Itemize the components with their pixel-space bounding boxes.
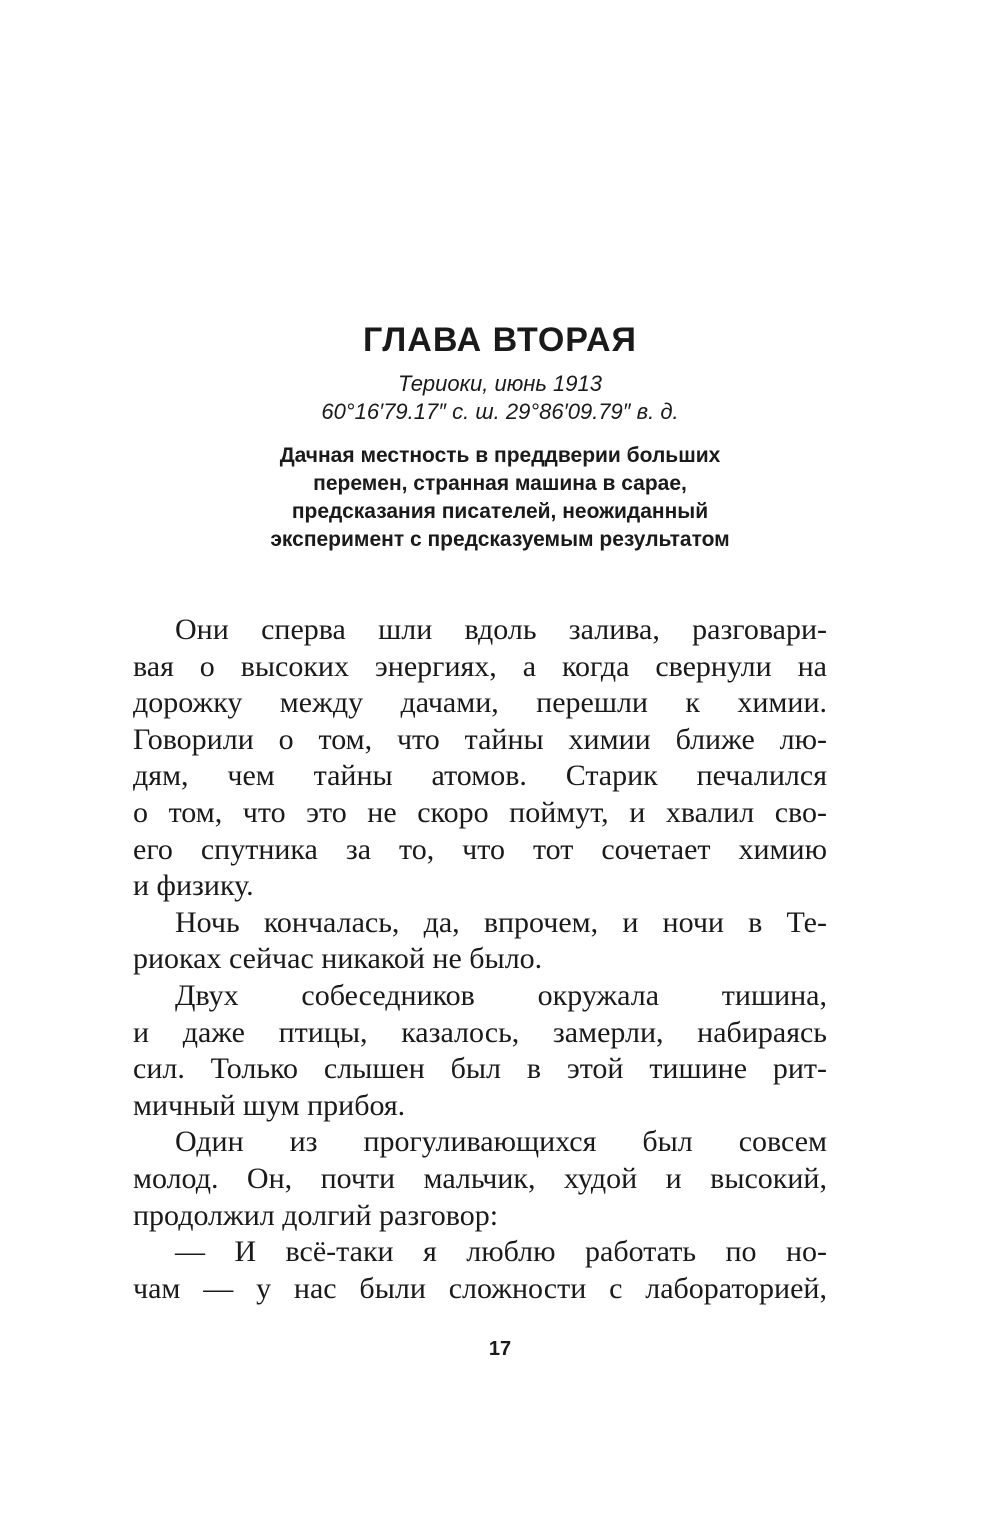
text-line: его спутника за то, что тот сочетает химию — [133, 832, 827, 866]
text-line: дям, чем тайны атомов. Старик печалился — [133, 759, 827, 793]
text-line: риоках сейчас никакой не было. — [133, 942, 543, 976]
text-line: вая о высоких энергиях, а когда свернули на — [133, 649, 827, 683]
text-line: — И всё-таки я люблю работать по но- — [175, 1235, 827, 1269]
paragraph — [133, 612, 827, 905]
text-line: Двух собеседников окружала тишина, — [175, 978, 827, 1012]
text-line: Один из прогуливающихся был совсем — [175, 1125, 827, 1159]
text-line: и даже птицы, казалось, замерли, набираясь — [133, 1015, 827, 1049]
synopsis-line: перемен, странная машина в сарае, — [313, 472, 687, 495]
paragraph — [133, 978, 827, 1124]
text-line: мичный шум прибоя. — [133, 1088, 406, 1122]
synopsis-line: предсказания писателей, неожиданный — [291, 500, 709, 523]
text-line: дорожку между дачами, перешли к химии. — [133, 686, 827, 720]
chapter-synopsis — [180, 442, 820, 554]
chapter-place-date: Териоки, июнь 1913 — [397, 371, 602, 396]
body-text — [133, 612, 827, 1307]
text-line: о том, что это не скоро поймут, и хвалил сво- — [133, 795, 827, 829]
text-line: Они сперва шли вдоль залива, разговари- — [175, 613, 827, 646]
text-line: продолжил долгий разговор: — [133, 1198, 499, 1232]
paragraph — [133, 905, 827, 978]
synopsis-line: Дачная местность в преддверии больших — [279, 444, 721, 467]
paragraph — [133, 1234, 827, 1307]
page-number: 17 — [488, 1338, 512, 1360]
chapter-coordinates: 60°16′79.17″ с. ш. 29°86′09.79″ в. д. — [321, 399, 679, 424]
text-line: Ночь кончалась, да, впрочем, и ночи в Те- — [175, 905, 827, 939]
text-line: Говорили о том, что тайны химии ближе лю- — [133, 722, 827, 756]
chapter-header — [0, 318, 1000, 554]
chapter-title: ГЛАВА ВТОРАЯ — [362, 321, 637, 359]
synopsis-line: эксперимент с предсказуемым результатом — [270, 528, 730, 551]
text-line: чам — у нас были сложности с лабораторией, — [133, 1271, 827, 1305]
text-line: сил. Только слышен был в этой тишине рит- — [133, 1052, 827, 1086]
paragraph — [133, 1124, 827, 1234]
text-line: молод. Он, почти мальчик, худой и высокий, — [133, 1161, 827, 1195]
text-line: и физику. — [133, 869, 254, 903]
